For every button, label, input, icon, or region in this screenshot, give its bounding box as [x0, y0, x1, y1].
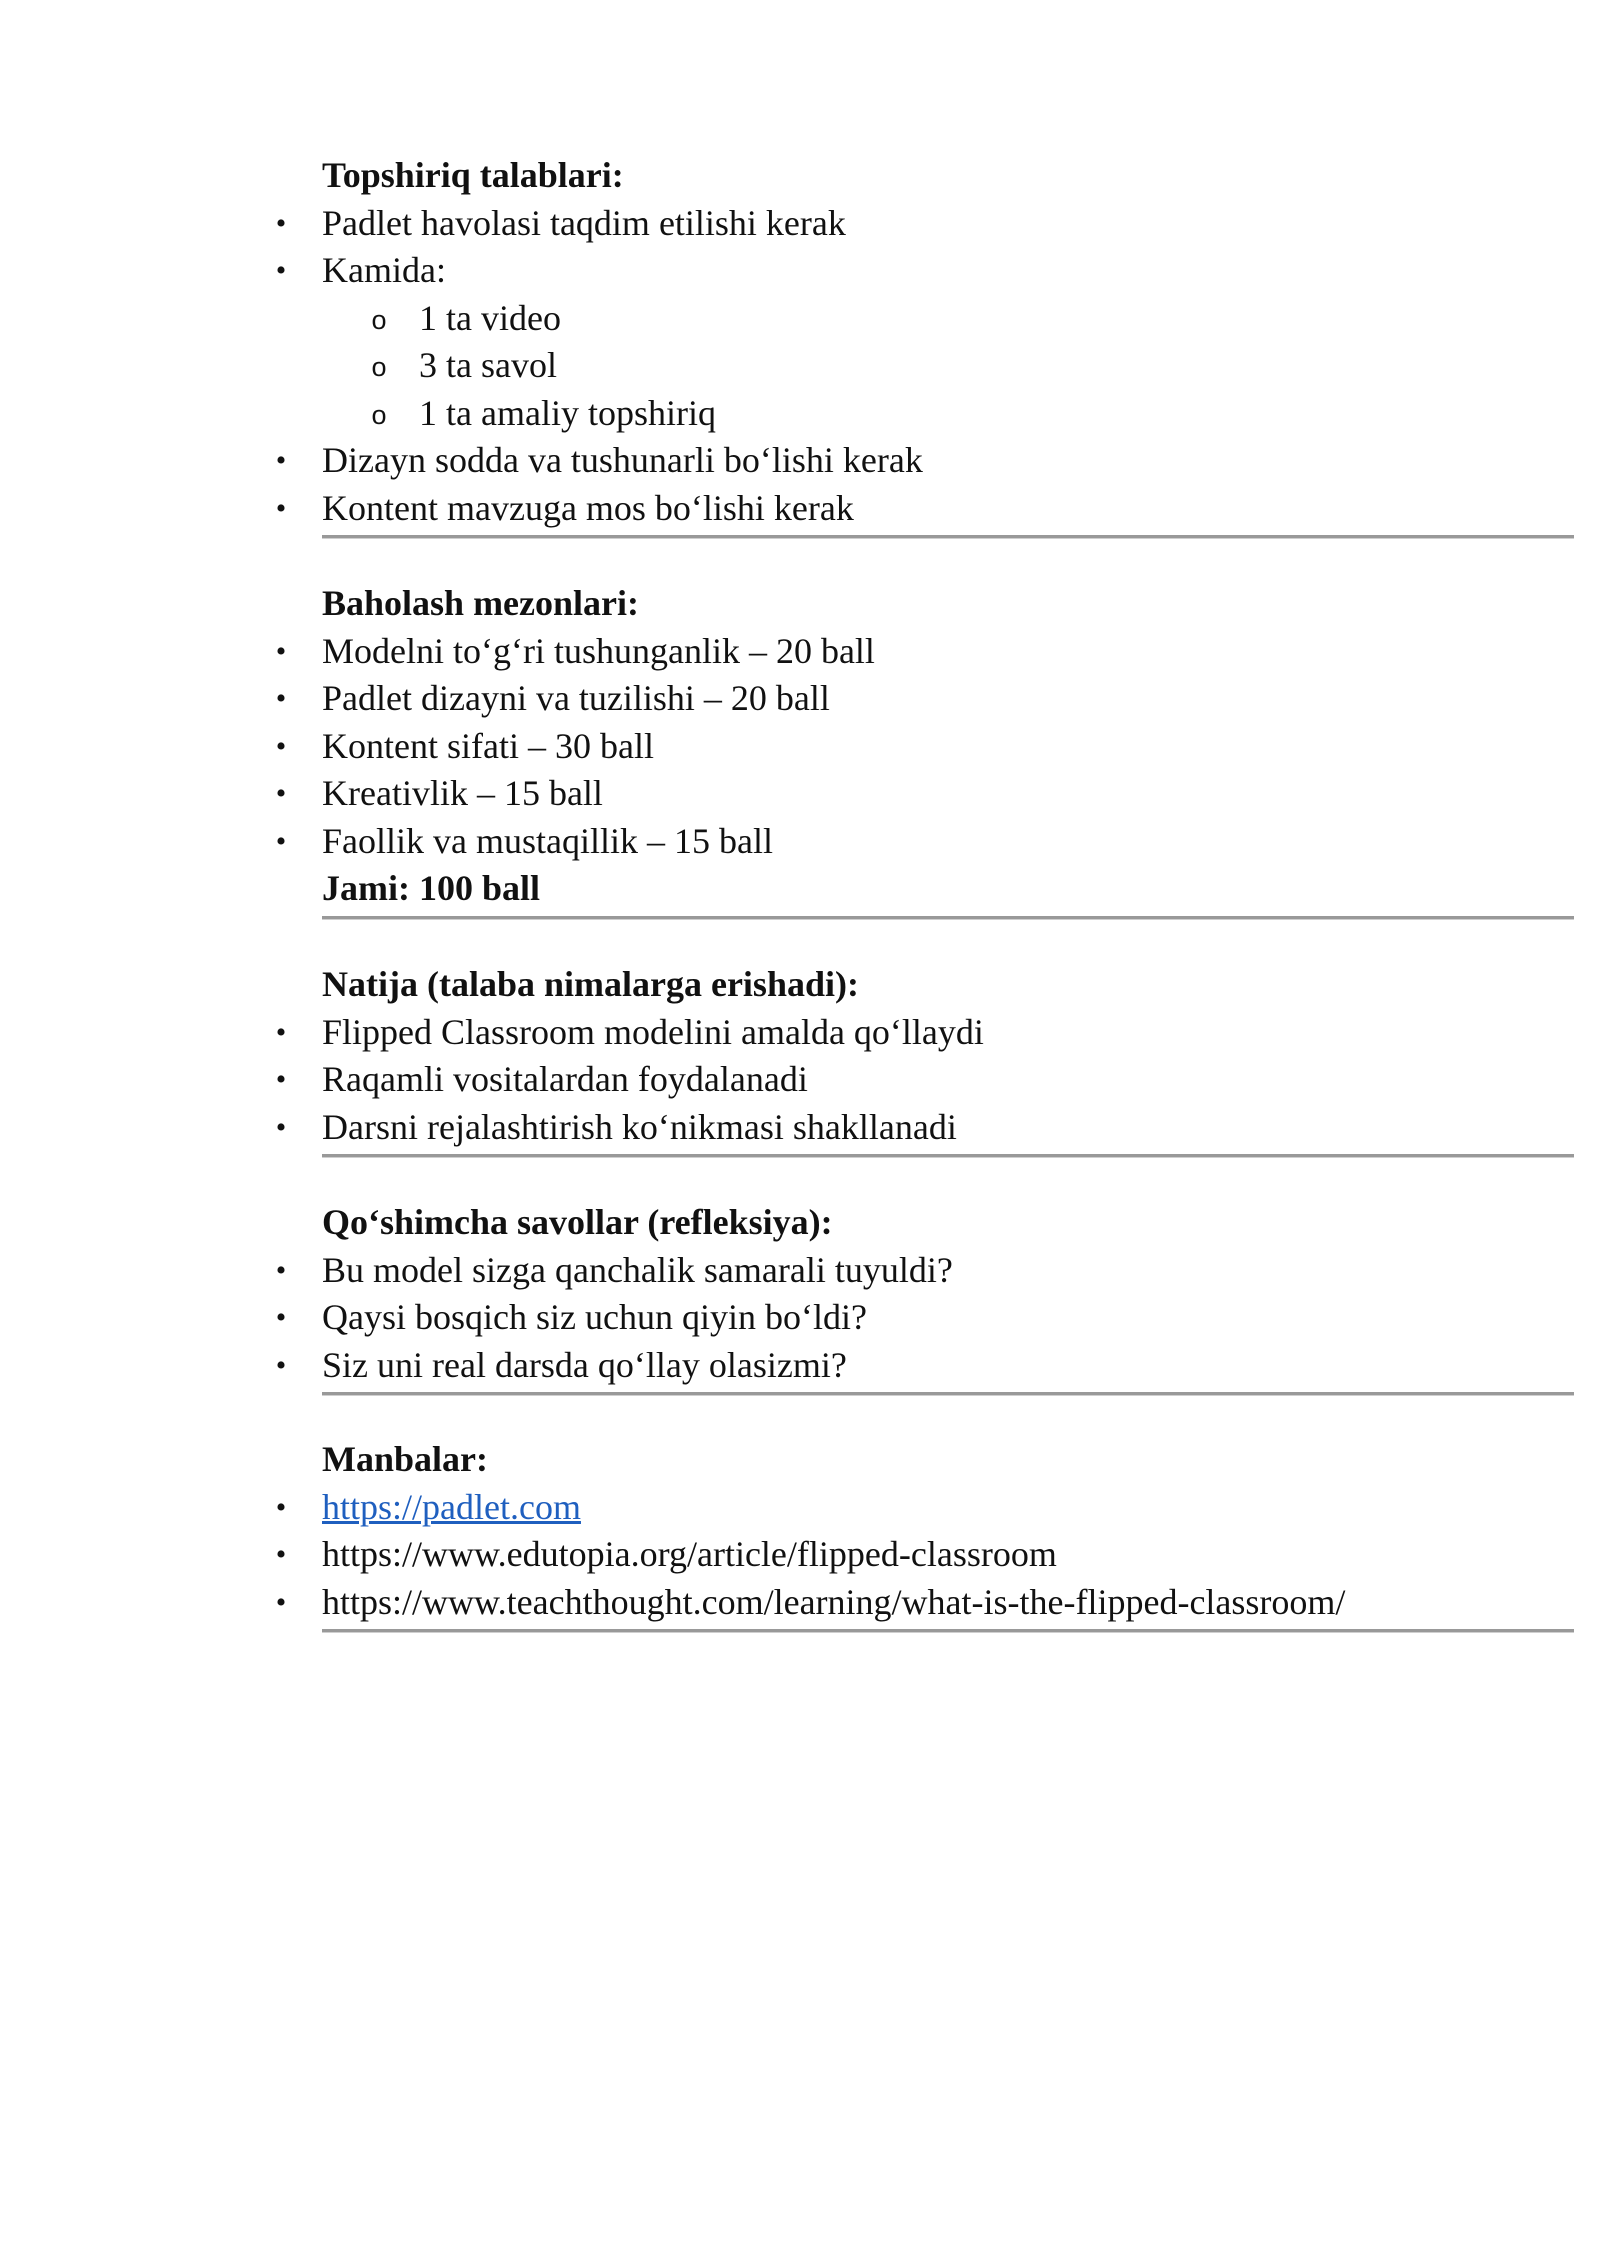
list-item [275, 1484, 1574, 1532]
list-item-text: Padlet havolasi taqdim etilishi kerak [322, 202, 846, 243]
bullet-icon: • [275, 1490, 287, 1524]
list-item [275, 770, 1574, 818]
list-item [275, 437, 1574, 485]
sub-list-item-text: 1 ta video [419, 297, 561, 338]
bullet-icon: • [275, 1585, 287, 1619]
bullet-icon: • [275, 1348, 287, 1382]
section-requirements [275, 152, 1574, 539]
section-outcomes [275, 961, 1574, 1158]
horizontal-rule [322, 916, 1574, 920]
circle-bullet-icon: o [371, 304, 387, 335]
bullet-icon: • [275, 1253, 287, 1287]
bullet-icon: • [275, 777, 287, 810]
bullet-icon: • [275, 682, 287, 715]
list-item-text: Bu model sizga qanchalik samarali tuyuldi? [322, 1249, 953, 1290]
bullet-icon: • [275, 491, 287, 525]
list-item-text: Flipped Classroom modelini amalda qo‘llaydi [322, 1011, 984, 1052]
list-item-text: Siz uni real darsda qo‘llay olasizmi? [322, 1344, 847, 1385]
bullet-icon: • [275, 444, 287, 477]
list-item-text: Darsni rejalashtirish ko‘nikmasi shakllanadi [322, 1106, 957, 1147]
list-item-text: Kontent mavzuga mos bo‘lishi kerak [322, 487, 854, 528]
list-item [275, 247, 1574, 295]
sub-list-item-text: 3 ta savol [419, 345, 557, 385]
section-heading: Topshiriq talablari: [322, 155, 624, 195]
horizontal-rule [322, 1154, 1574, 1158]
bullet-icon: • [275, 729, 287, 763]
list-item-text: Qaysi bosqich siz uchun qiyin bo‘ldi? [322, 1297, 867, 1337]
list-item [275, 723, 1574, 771]
horizontal-rule [322, 535, 1574, 539]
list-item [275, 1579, 1574, 1627]
list-item [275, 1056, 1574, 1104]
list-item-text: Raqamli vositalardan foydalanadi [322, 1059, 808, 1099]
list-item [275, 1104, 1574, 1152]
list-item [275, 1009, 1574, 1057]
bullet-icon: • [275, 1063, 287, 1096]
bullet-icon: • [275, 1301, 287, 1334]
list-item [275, 818, 1574, 866]
horizontal-rule [322, 1392, 1574, 1396]
bullet-icon: • [275, 254, 287, 287]
list-item-text: Modelni to‘g‘ri tushunganlik – 20 ball [322, 630, 875, 671]
horizontal-rule [322, 1629, 1574, 1633]
list-item [275, 1294, 1574, 1342]
bullet-icon: • [275, 1015, 287, 1049]
list-item-text: Kamida: [322, 250, 446, 290]
source-url-text: https://www.teachthought.com/learning/what-is-the-flipped-classroom/ [322, 1581, 1346, 1622]
list-item [275, 1531, 1574, 1579]
sub-list-item [322, 390, 1574, 438]
list-item-text: Faollik va mustaqillik – 15 ball [322, 820, 773, 861]
list-item [275, 200, 1574, 248]
bullet-icon: • [275, 824, 287, 858]
list-item [275, 628, 1574, 676]
section-assessment-criteria [275, 580, 1574, 920]
total-score: Jami: 100 ball [322, 868, 541, 908]
source-url-text: https://www.edutopia.org/article/flipped-classroom [322, 1534, 1057, 1574]
list-item [275, 675, 1574, 723]
sub-list-item [322, 342, 1574, 390]
list-item-text: Kreativlik – 15 ball [322, 773, 603, 813]
list-item [275, 1342, 1574, 1390]
section-heading: Qo‘shimcha savollar (refleksiya): [322, 1202, 833, 1242]
section-heading: Manbalar: [322, 1439, 488, 1479]
list-item-text: Padlet dizayni va tuzilishi – 20 ball [322, 678, 830, 718]
section-heading: Baholash mezonlari: [322, 583, 640, 623]
bullet-icon: • [275, 1110, 287, 1144]
section-reflection-questions [275, 1199, 1574, 1396]
bullet-icon: • [275, 634, 287, 668]
bullet-icon: • [275, 1538, 287, 1571]
list-item-text: Dizayn sodda va tushunarli bo‘lishi kerak [322, 440, 923, 480]
padlet-link[interactable]: https://padlet.com [322, 1486, 581, 1527]
sub-list-item-text: 1 ta amaliy topshiriq [419, 392, 716, 433]
list-item [275, 485, 1574, 533]
bullet-icon: • [275, 206, 287, 240]
circle-bullet-icon: o [371, 399, 387, 430]
circle-bullet-icon: o [371, 352, 387, 382]
section-heading: Natija (talaba nimalarga erishadi): [322, 964, 859, 1004]
sub-list-item [322, 295, 1574, 343]
section-sources [275, 1436, 1574, 1633]
list-item-text: Kontent sifati – 30 ball [322, 725, 654, 766]
list-item [275, 1247, 1574, 1295]
